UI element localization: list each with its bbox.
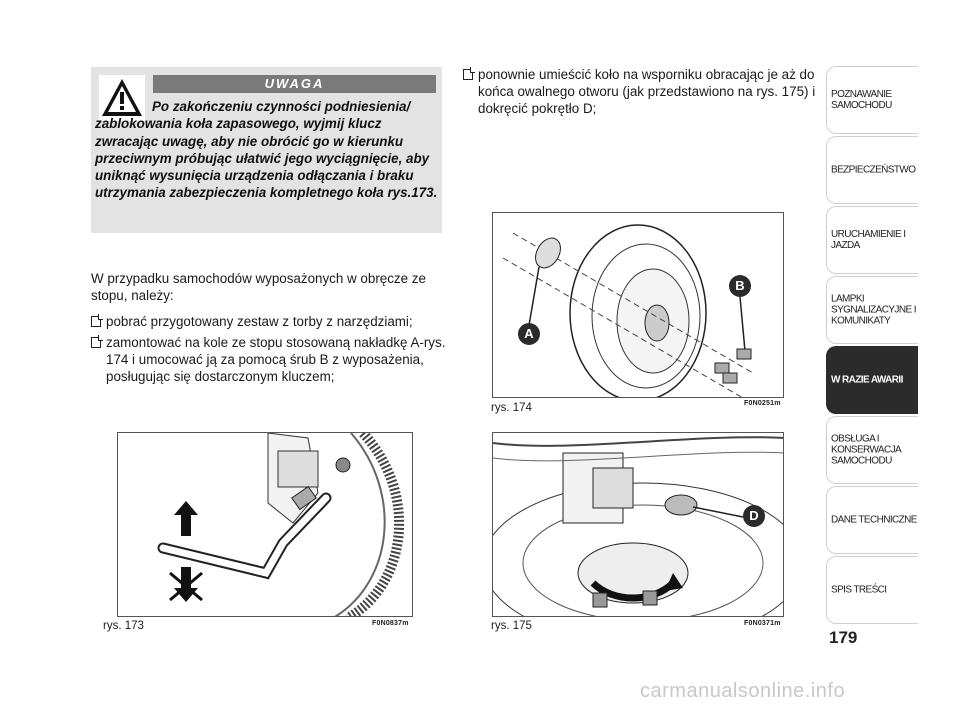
intro-text: W przypadku samochodów wyposażonych w obręcze ze stopu, należy: [91,271,426,303]
steps-right [463,66,823,117]
callout-d-badge: D [743,505,765,527]
steps-left [91,313,446,389]
figure-174-code: F0N0251m [744,400,781,407]
tab-dane-techniczne[interactable]: DANE TECHNICZNE [826,486,918,554]
list-item: zamontować na kole ze stopu stosowaną nakładkę A-rys. 174 i umocować ją za pomocą śrub B z wyposażenia, posługując się dostarczonym kluczem; [91,334,446,385]
figure-175-code: F0N0371m [744,620,781,627]
tab-poznawanie-samochodu[interactable]: POZNAWANIE SAMOCHODU [826,66,918,134]
tab-w-razie-awarii[interactable]: W RAZIE AWARII [826,346,918,414]
figure-174-illustration [493,213,784,398]
chapter-tabs [826,66,918,626]
watermark: carmanualsonline.info [640,680,846,702]
tab-uruchamienie-i-jazda[interactable]: URUCHAMIENIE I JAZDA [826,206,918,274]
callout-a-badge: A [518,323,540,345]
page-number: 179 [829,628,858,647]
checkbox-bullet-icon [91,337,101,348]
figure-175-illustration [493,433,784,617]
figure-175-caption: rys. 175 [491,620,532,632]
figure-174-caption: rys. 174 [491,402,532,414]
list-item: pobrać przygotowany zestaw z torby z narzędziami; [91,313,446,330]
callout-b-badge: B [729,275,751,297]
checkbox-bullet-icon [91,316,101,327]
warning-text: Po zakończeniu czynności podniesienia/ zablokowania koła zapasowego, wyjmij klucz zwracając uwagę, aby nie obrócić go w kierunku przeciwnym próbując ułatwić jego wyciągnięcie, aby uniknąć wysunięcia urządzenia odłączania i braku utrzymania zabezpieczenia kompletnego koła rys.173. [95,99,438,201]
tab-bezpieczenstwo[interactable]: BEZPIECZEŃSTWO [826,136,918,204]
tab-obsluga-i-konserwacja[interactable]: OBSŁUGA I KONSERWACJA SAMOCHODU [826,416,918,484]
figure-173-code: F0N0837m [372,620,409,627]
tab-spis-tresci[interactable]: SPIS TREŚCI [826,556,918,624]
tab-lampki-sygnalizacyjne[interactable]: LAMPKI SYGNALIZACYJNE I KOMUNIKATY [826,276,918,344]
list-item: ponownie umieścić koło na wsporniku obracając je aż do końca owalnego otworu (jak przedstawiono na rys. 175) i dokręcić pokrętło D; [463,66,823,117]
figure-173 [117,432,413,617]
figure-175 [492,432,784,617]
figure-174 [492,212,784,398]
warning-box [91,67,442,233]
checkbox-bullet-icon [463,69,473,80]
figure-173-illustration [118,433,413,617]
figure-173-caption: rys. 173 [103,620,144,632]
warning-title: UWAGA [153,75,436,93]
